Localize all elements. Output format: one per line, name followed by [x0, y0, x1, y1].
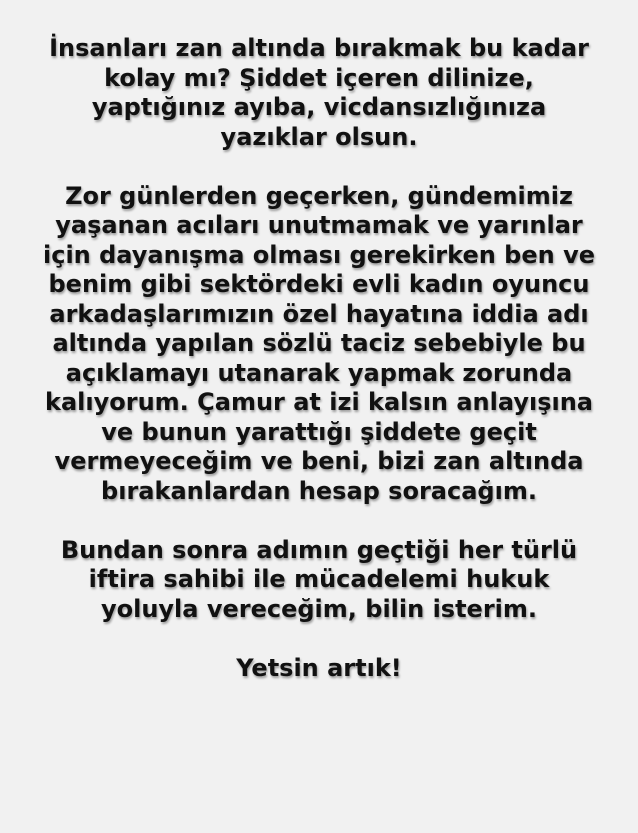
- text-line: İnsanları zan altında bırakmak bu kadar: [49, 34, 589, 62]
- text-line: yazıklar olsun.: [220, 122, 418, 151]
- text-line: bırakanlardan hesap soracağım.: [101, 476, 537, 505]
- paragraph-1: [0, 34, 638, 152]
- text-line: yoluyla vereceğim, bilin isterim.: [100, 594, 538, 623]
- text-line: Bundan sonra adımın geçtiği her türlü: [60, 535, 578, 564]
- paragraph-2: [0, 182, 638, 507]
- text-line: yaptığınız ayıba, vicdansızlığınıza: [91, 93, 547, 121]
- text-line: açıklamayı utanarak yapmak zorunda: [65, 358, 573, 387]
- text-line: kolay mı? Şiddet içeren dilinize,: [104, 63, 534, 92]
- text-line: yaşanan acıları unutmamak ve yarınlar: [55, 211, 583, 239]
- text-line: Yetsin artık!: [236, 653, 402, 682]
- text-line: kalıyorum. Çamur at izi kalsın anlayışına: [44, 388, 593, 416]
- text-line: benim gibi sektördeki evli kadın oyuncu: [48, 270, 590, 298]
- paragraph-3: [0, 536, 638, 625]
- closing-line: [0, 654, 638, 684]
- text-line: Zor günlerden geçerken, gündemimiz: [65, 181, 573, 210]
- text-line: altında yapılan sözlü taciz sebebiyle bu: [52, 329, 586, 357]
- text-line: arkadaşlarımızın özel hayatına iddia adı: [49, 299, 589, 328]
- statement-text: [0, 34, 638, 683]
- text-line: ve bunun yarattığı şiddete geçit: [101, 417, 537, 446]
- text-line: iftira sahibi ile mücadelemi hukuk: [88, 565, 550, 593]
- text-line: vermeyeceğim ve beni, bizi zan altında: [54, 447, 584, 475]
- text-line: için dayanışma olması gerekirken ben ve: [43, 240, 595, 269]
